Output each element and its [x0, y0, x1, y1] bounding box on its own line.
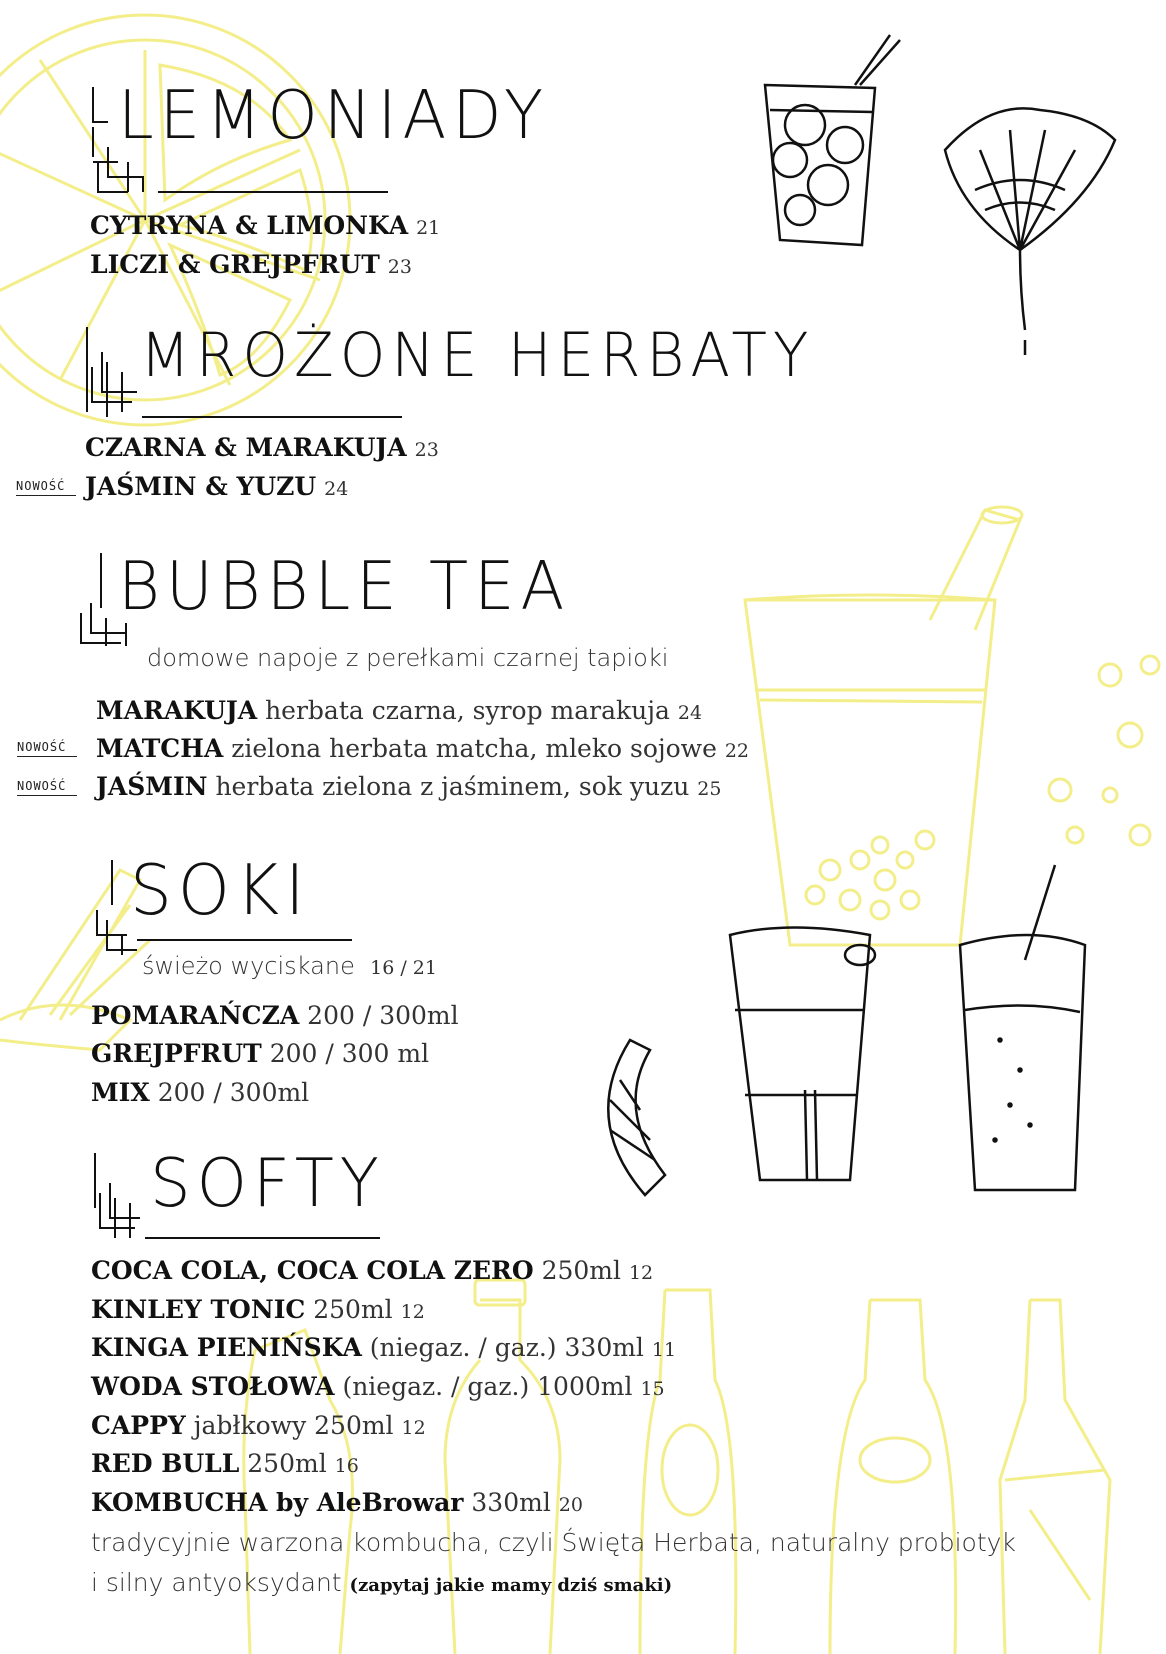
- section-title-mrozone-herbaty: MROŻONE HERBATY: [140, 319, 815, 391]
- menu-item: CAPPY jabłkowy 250ml 12: [91, 1411, 426, 1440]
- menu-item: CYTRYNA & LIMONKA 21: [90, 211, 441, 240]
- menu-item: CZARNA & MARAKUJA 23: [85, 433, 439, 462]
- menu-item: MATCHA zielona herbata matcha, mleko sojowe 22: [96, 734, 750, 763]
- section-subtitle: domowe napoje z perełkami czarnej tapioki: [147, 644, 669, 672]
- menu-item: LICZI & GREJPFRUT 23: [90, 250, 412, 279]
- menu-item: KINLEY TONIC 250ml 12: [91, 1295, 425, 1324]
- new-badge: NOWOŚĆ: [17, 780, 77, 796]
- menu-item: RED BULL 250ml 16: [91, 1449, 359, 1478]
- section-title-softy: SOFTY: [150, 1145, 385, 1223]
- ginkgo-leaf-icon: [945, 108, 1115, 355]
- section-subtitle: świeżo wyciskane 16 / 21: [142, 952, 437, 980]
- juice-glasses-icon: [608, 865, 1085, 1195]
- menu-item: KOMBUCHA by AleBrowar 330ml 20: [91, 1488, 583, 1517]
- menu-item: COCA COLA, COCA COLA ZERO 250ml 12: [91, 1256, 654, 1285]
- menu-item: KINGA PIENIŃSKA (niegaz. / gaz.) 330ml 11: [91, 1333, 677, 1362]
- kombucha-note: tradycyjnie warzona kombucha, czyli Święta Herbata, naturalny probiotyk: [91, 1528, 1016, 1557]
- menu-item: POMARAŃCZA 200 / 300ml: [91, 1001, 459, 1030]
- menu-item: WODA STOŁOWA (niegaz. / gaz.) 1000ml 15: [91, 1372, 665, 1401]
- kombucha-note: i silny antyoksydant (zapytaj jakie mamy dziś smaki): [91, 1568, 673, 1597]
- menu-item: JAŚMIN & YUZU 24: [85, 472, 349, 501]
- bubble-tea-cup-icon: [745, 507, 1159, 945]
- menu-item: JAŚMIN herbata zielona z jaśminem, sok yuzu 25: [96, 772, 722, 801]
- menu-item: MARAKUJA herbata czarna, syrop marakuja 24: [96, 696, 703, 725]
- section-title-soki: SOKI: [130, 850, 311, 931]
- menu-item: MIX 200 / 300ml: [91, 1078, 310, 1107]
- section-title-lemoniady: LEMONIADY: [118, 77, 550, 155]
- section-title-bubble-tea: BUBBLE TEA: [118, 548, 571, 626]
- new-badge: NOWOŚĆ: [17, 741, 77, 757]
- new-badge: NOWOŚĆ: [16, 480, 76, 496]
- lemonade-glass-icon: [765, 35, 900, 245]
- menu-item: GREJPFRUT 200 / 300 ml: [91, 1039, 430, 1068]
